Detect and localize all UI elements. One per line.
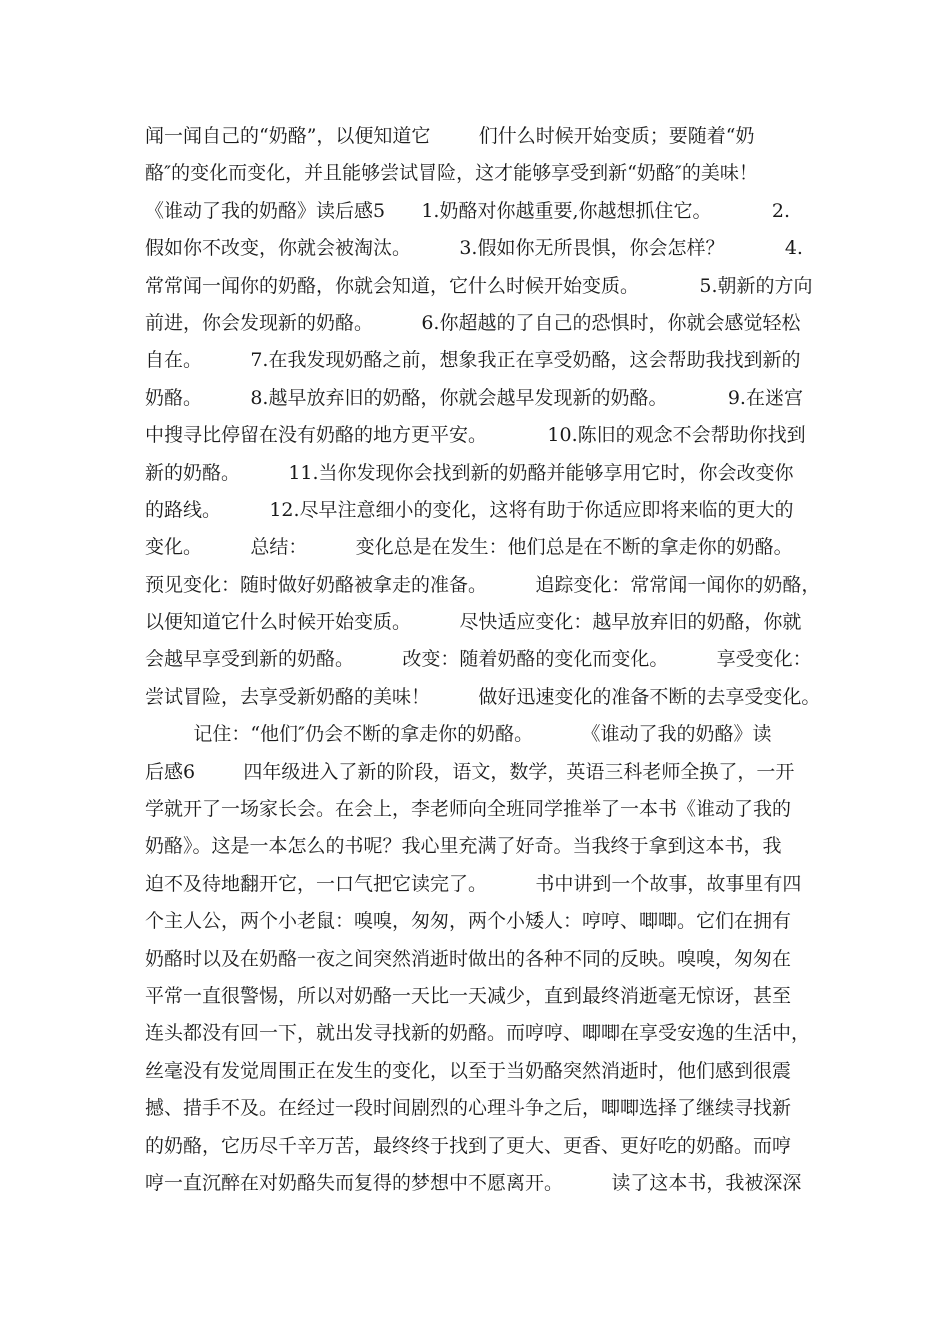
text-line-19: 学就开了一场家长会。在会上，李老师向全班同学推举了一本书《谁动了我的 <box>145 798 792 821</box>
text-line-28: 的奶酪，它历尽千辛万苦，最终终于找到了更大、更香、更好吃的奶酪。而哼 <box>145 1134 792 1157</box>
text-line-4: 假如你不改变，你就会被淘汰。 3.假如你无所畏惧，你会怎样？ 4. <box>145 237 803 260</box>
text-line-29: 哼一直沉醉在对奶酪失而复得的梦想中不愿离开。 读了这本书，我被深深 <box>145 1171 802 1194</box>
text-line-3: 《谁动了我的奶酪》读后感5 1.奶酪对你越重要,你越想抓住它。 2. <box>145 199 791 222</box>
text-line-21: 迫不及待地翻开它，一口气把它读完了。 书中讲到一个故事，故事里有四 <box>145 872 802 895</box>
text-line-23: 奶酪时以及在奶酪一夜之间突然消逝时做出的各种不同的反映。嗅嗅，匆匆在 <box>145 947 792 970</box>
text-line-13: 预见变化：随时做好奶酪被拿走的准备。 追踪变化：常常闻一闻你的奶酪， <box>145 573 821 596</box>
body-text <box>145 118 825 1202</box>
text-line-16: 尝试冒险，去享受新奶酪的美味！ 做好迅速变化的准备不断的去享受变化。 <box>145 685 821 708</box>
text-line-22: 个主人公，两个小老鼠：嗅嗅，匆匆，两个小矮人：哼哼、唧唧。它们在拥有 <box>145 910 792 933</box>
text-line-24: 平常一直很警惕，所以对奶酪一天比一天减少，直到最终消逝毫无惊讶，甚至 <box>145 984 792 1007</box>
text-line-8: 奶酪。 8.越早放弃旧的奶酪，你就会越早发现新的奶酪。 9.在迷宫 <box>145 386 803 409</box>
text-line-18: 后感6 四年级进入了新的阶段，语文，数学，英语三科老师全换了，一开 <box>145 760 795 783</box>
text-line-5: 常常闻一闻你的奶酪，你就会知道，它什么时候开始变质。 5.朝新的方向 <box>145 274 813 297</box>
text-line-20: 奶酪》。这是一本怎么的书呢？我心里充满了好奇。当我终于拿到这本书，我 <box>145 835 782 858</box>
text-line-9: 中搜寻比停留在没有奶酪的地方更平安。 10.陈旧的观念不会帮助你找到 <box>145 424 806 447</box>
text-line-2: 酪″的变化而变化，并且能够尝试冒险，这才能够享受到新“奶酪″的美味！ <box>145 162 758 185</box>
text-line-1: 闻一闻自己的“奶酪”，以便知道它 们什么时候开始变质；要随着“奶 <box>145 125 755 147</box>
text-line-17: 记住：“他们″仍会不断的拿走你的奶酪。 《谁动了我的奶酪》读 <box>145 723 772 746</box>
text-line-7: 自在。 7.在我发现奶酪之前，想象我正在享受奶酪，这会帮助我找到新的 <box>145 349 801 372</box>
text-line-6: 前进，你会发现新的奶酪。 6.你超越的了自己的恐惧时，你就会感觉轻松 <box>145 311 801 334</box>
text-line-25: 连头都没有回一下，就出发寻找新的奶酪。而哼哼、唧唧在享受安逸的生活中， <box>145 1022 811 1045</box>
text-line-14: 以便知道它什么时候开始变质。 尽快适应变化：越早放弃旧的奶酪，你就 <box>145 611 802 634</box>
text-line-11: 的路线。 12.尽早注意细小的变化，这将有助于你适应即将来临的更大的 <box>145 498 794 521</box>
text-line-27: 撼、措手不及。在经过一段时间剧烈的心理斗争之后，唧唧选择了继续寻找新 <box>145 1097 792 1120</box>
text-line-10: 新的奶酪。 11.当你发现你会找到新的奶酪并能够享用它时，你会改变你 <box>145 461 794 484</box>
text-line-12: 变化。 总结： 变化总是在发生：他们总是在不断的拿走你的奶酪。 <box>145 536 793 559</box>
text-line-26: 丝毫没有发觉周围正在发生的变化，以至于当奶酪突然消逝时，他们感到很震 <box>145 1059 792 1082</box>
text-line-15: 会越早享受到新的奶酪。 改变：随着奶酪的变化而变化。 享受变化： <box>145 648 812 671</box>
